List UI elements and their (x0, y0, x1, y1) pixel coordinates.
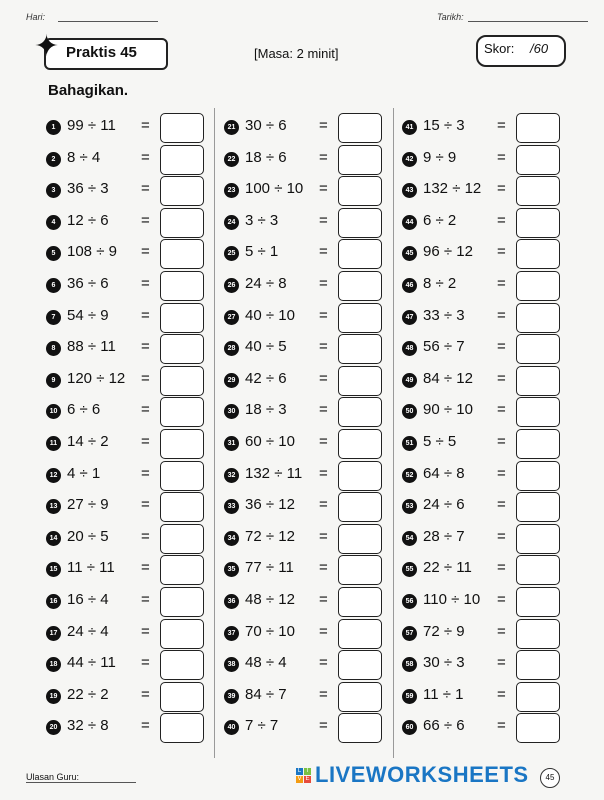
liveworksheets-logo (296, 762, 529, 788)
answer-box[interactable] (516, 619, 560, 649)
question-number: 24 (224, 215, 239, 230)
answer-box[interactable] (160, 176, 204, 206)
equals-sign: = (319, 338, 328, 356)
answer-box[interactable] (516, 492, 560, 522)
answer-box[interactable] (160, 682, 204, 712)
answer-box[interactable] (160, 492, 204, 522)
question-expression: 30 ÷ 6 (245, 117, 287, 134)
equals-sign: = (319, 591, 328, 608)
answer-box[interactable] (338, 619, 382, 649)
answer-box[interactable] (338, 524, 382, 554)
question-number: 36 (224, 594, 239, 609)
tarikh-line (468, 21, 588, 22)
question-number: 22 (224, 152, 239, 167)
question-expression: 9 ÷ 9 (423, 148, 457, 166)
question-number: 41 (402, 120, 417, 135)
question-number: 3 (46, 183, 61, 198)
question-expression: 42 ÷ 6 (245, 369, 287, 387)
answer-box[interactable] (160, 555, 204, 585)
equals-sign: = (319, 180, 328, 198)
question-expression: 72 ÷ 9 (423, 622, 465, 640)
equals-sign: = (319, 306, 328, 324)
question-expression: 66 ÷ 6 (423, 717, 465, 735)
equals-sign: = (497, 338, 506, 356)
equals-sign: = (141, 211, 150, 229)
question-expression: 20 ÷ 5 (67, 527, 109, 545)
equals-sign: = (141, 117, 150, 134)
question-number: 42 (402, 152, 417, 167)
question-number: 50 (402, 404, 417, 419)
equals-sign: = (141, 622, 150, 640)
answer-box[interactable] (160, 239, 204, 269)
answer-box[interactable] (160, 650, 204, 680)
equals-sign: = (319, 148, 328, 166)
question-number: 51 (402, 436, 417, 451)
question-number: 44 (402, 215, 417, 230)
answer-box[interactable] (516, 366, 560, 396)
question-expression: 22 ÷ 11 (423, 559, 472, 577)
question-number: 9 (46, 373, 61, 388)
question-number: 17 (46, 626, 61, 641)
equals-sign: = (497, 369, 506, 387)
answer-box[interactable] (338, 303, 382, 333)
equals-sign: = (141, 369, 150, 387)
question-expression: 6 ÷ 2 (423, 211, 457, 229)
answer-box[interactable] (160, 366, 204, 396)
question-expression: 132 ÷ 12 (423, 180, 482, 198)
answer-box[interactable] (516, 524, 560, 554)
answer-box[interactable] (160, 587, 204, 617)
question-number: 25 (224, 246, 239, 261)
question-number: 19 (46, 689, 61, 704)
question-expression: 3 ÷ 3 (245, 211, 279, 229)
question-expression: 8 ÷ 4 (67, 148, 101, 166)
question-number: 27 (224, 310, 239, 325)
answer-box[interactable] (338, 113, 382, 143)
question-number: 45 (402, 246, 417, 261)
answer-box[interactable] (338, 587, 382, 617)
question-number: 1 (46, 120, 61, 135)
answer-box[interactable] (516, 397, 560, 427)
question-expression: 88 ÷ 11 (67, 338, 116, 356)
question-expression: 8 ÷ 2 (423, 275, 457, 292)
question-expression: 22 ÷ 2 (67, 685, 109, 703)
question-number: 10 (46, 404, 61, 419)
equals-sign: = (141, 559, 150, 577)
equals-sign: = (319, 464, 328, 482)
equals-sign: = (319, 243, 328, 261)
question-number: 38 (224, 657, 239, 672)
question-expression: 64 ÷ 8 (423, 464, 465, 482)
question-number: 7 (46, 310, 61, 325)
column-divider (393, 108, 394, 758)
question-expression: 54 ÷ 9 (67, 306, 109, 324)
equals-sign: = (497, 401, 506, 419)
answer-box[interactable] (338, 176, 382, 206)
question-number: 53 (402, 499, 417, 514)
question-expression: 110 ÷ 10 (423, 591, 481, 608)
question-number: 20 (46, 720, 61, 735)
equals-sign: = (141, 591, 150, 608)
answer-box[interactable] (338, 334, 382, 364)
question-number: 8 (46, 341, 61, 356)
question-number: 60 (402, 720, 417, 735)
answer-box[interactable] (338, 145, 382, 175)
question-expression: 11 ÷ 11 (67, 559, 115, 577)
question-expression: 72 ÷ 12 (245, 527, 295, 545)
answer-box[interactable] (338, 650, 382, 680)
page-number: 45 (540, 768, 560, 788)
answer-box[interactable] (338, 682, 382, 712)
question-expression: 48 ÷ 12 (245, 591, 295, 608)
equals-sign: = (319, 559, 328, 577)
answer-box[interactable] (516, 650, 560, 680)
equals-sign: = (141, 148, 150, 166)
equals-sign: = (497, 591, 506, 608)
score-value: /60 (530, 41, 549, 56)
question-expression: 99 ÷ 11 (67, 117, 116, 134)
ulasan-line (26, 782, 136, 783)
equals-sign: = (141, 496, 150, 514)
answer-box[interactable] (338, 555, 382, 585)
question-expression: 36 ÷ 6 (67, 275, 109, 292)
equals-sign: = (319, 496, 328, 514)
hari-label: Hari: (26, 12, 46, 22)
question-expression: 84 ÷ 12 (423, 369, 473, 387)
equals-sign: = (497, 180, 506, 198)
answer-box[interactable] (160, 713, 204, 743)
equals-sign: = (497, 496, 506, 514)
answer-box[interactable] (160, 429, 204, 459)
equals-sign: = (319, 685, 328, 703)
question-expression: 16 ÷ 4 (67, 591, 109, 608)
answer-box[interactable] (160, 397, 204, 427)
equals-sign: = (141, 717, 150, 735)
question-expression: 5 ÷ 5 (423, 433, 457, 450)
question-expression: 28 ÷ 7 (423, 527, 465, 545)
answer-box[interactable] (516, 113, 560, 143)
equals-sign: = (497, 211, 506, 229)
question-expression: 40 ÷ 10 (245, 306, 295, 324)
question-expression: 36 ÷ 3 (67, 180, 109, 198)
answer-box[interactable] (160, 461, 204, 491)
question-expression: 24 ÷ 4 (67, 622, 109, 640)
equals-sign: = (497, 243, 506, 261)
question-number: 39 (224, 689, 239, 704)
equals-sign: = (141, 464, 150, 482)
equals-sign: = (497, 685, 506, 703)
question-number: 12 (46, 468, 61, 483)
equals-sign: = (141, 180, 150, 198)
question-expression: 48 ÷ 4 (245, 654, 287, 672)
answer-box[interactable] (160, 334, 204, 364)
question-number: 33 (224, 499, 239, 514)
instruction: Bahagikan. (48, 82, 129, 99)
equals-sign: = (319, 717, 328, 735)
question-number: 54 (402, 531, 417, 546)
answer-box[interactable] (516, 271, 560, 301)
answer-box[interactable] (338, 461, 382, 491)
question-expression: 6 ÷ 6 (67, 401, 101, 419)
equals-sign: = (141, 527, 150, 545)
question-expression: 84 ÷ 7 (245, 685, 287, 703)
equals-sign: = (319, 433, 328, 450)
question-number: 28 (224, 341, 239, 356)
question-expression: 60 ÷ 10 (245, 433, 295, 450)
question-number: 37 (224, 626, 239, 641)
question-expression: 24 ÷ 6 (423, 496, 465, 514)
question-number: 55 (402, 562, 417, 577)
equals-sign: = (319, 369, 328, 387)
question-number: 11 (46, 436, 61, 451)
answer-box[interactable] (516, 555, 560, 585)
equals-sign: = (319, 275, 328, 292)
answer-box[interactable] (516, 239, 560, 269)
equals-sign: = (319, 117, 328, 134)
question-number: 35 (224, 562, 239, 577)
answer-box[interactable] (338, 366, 382, 396)
question-expression: 120 ÷ 12 (67, 369, 126, 387)
equals-sign: = (141, 243, 150, 261)
time-limit: [Masa: 2 minit] (254, 46, 339, 61)
question-expression: 14 ÷ 2 (67, 433, 109, 450)
question-number: 26 (224, 278, 239, 293)
question-expression: 27 ÷ 9 (67, 496, 109, 514)
logo-text: LIVEWORKSHEETS (315, 762, 529, 787)
question-number: 52 (402, 468, 417, 483)
question-expression: 132 ÷ 11 (245, 464, 303, 482)
answer-box[interactable] (338, 713, 382, 743)
question-number: 31 (224, 436, 239, 451)
answer-box[interactable] (338, 271, 382, 301)
logo-letter: L (297, 767, 302, 774)
question-expression: 30 ÷ 3 (423, 654, 465, 672)
question-number: 21 (224, 120, 239, 135)
equals-sign: = (319, 622, 328, 640)
question-expression: 18 ÷ 6 (245, 148, 287, 166)
question-expression: 96 ÷ 12 (423, 243, 473, 261)
question-number: 56 (402, 594, 417, 609)
question-number: 14 (46, 531, 61, 546)
question-number: 43 (402, 183, 417, 198)
equals-sign: = (497, 306, 506, 324)
question-number: 29 (224, 373, 239, 388)
equals-sign: = (497, 527, 506, 545)
equals-sign: = (141, 401, 150, 419)
question-expression: 70 ÷ 10 (245, 622, 295, 640)
answer-box[interactable] (338, 492, 382, 522)
equals-sign: = (141, 306, 150, 324)
question-expression: 12 ÷ 6 (67, 211, 109, 229)
equals-sign: = (141, 654, 150, 672)
equals-sign: = (497, 717, 506, 735)
question-number: 49 (402, 373, 417, 388)
answer-box[interactable] (160, 524, 204, 554)
equals-sign: = (141, 433, 150, 450)
question-expression: 7 ÷ 7 (245, 717, 279, 735)
answer-box[interactable] (338, 397, 382, 427)
ulasan-label: Ulasan Guru: (26, 772, 80, 782)
question-number: 13 (46, 499, 61, 514)
question-expression: 40 ÷ 5 (245, 338, 287, 356)
question-number: 57 (402, 626, 417, 641)
equals-sign: = (319, 654, 328, 672)
question-number: 30 (224, 404, 239, 419)
score-label: Skor: (484, 41, 515, 56)
equals-sign: = (497, 622, 506, 640)
answer-box[interactable] (160, 271, 204, 301)
question-expression: 100 ÷ 10 (245, 180, 304, 198)
answer-box[interactable] (516, 208, 560, 238)
question-expression: 18 ÷ 3 (245, 401, 287, 419)
answer-box[interactable] (516, 682, 560, 712)
answer-box[interactable] (160, 145, 204, 175)
answer-box[interactable] (516, 334, 560, 364)
equals-sign: = (497, 117, 506, 134)
question-number: 58 (402, 657, 417, 672)
question-number: 6 (46, 278, 61, 293)
equals-sign: = (497, 654, 506, 672)
question-number: 23 (224, 183, 239, 198)
answer-box[interactable] (516, 713, 560, 743)
answer-box[interactable] (516, 461, 560, 491)
page-title: Praktis 45 (66, 44, 137, 61)
question-expression: 77 ÷ 11 (245, 559, 294, 577)
question-number: 4 (46, 215, 61, 230)
question-expression: 15 ÷ 3 (423, 117, 465, 134)
equals-sign: = (141, 338, 150, 356)
question-expression: 32 ÷ 8 (67, 717, 109, 735)
answer-box[interactable] (338, 239, 382, 269)
question-number: 2 (46, 152, 61, 167)
equals-sign: = (497, 464, 506, 482)
question-number: 47 (402, 310, 417, 325)
tarikh-label: Tarikh: (437, 12, 464, 22)
question-number: 15 (46, 562, 61, 577)
question-expression: 11 ÷ 1 (423, 685, 464, 703)
equals-sign: = (319, 211, 328, 229)
answer-box[interactable] (516, 176, 560, 206)
question-expression: 90 ÷ 10 (423, 401, 473, 419)
question-number: 16 (46, 594, 61, 609)
equals-sign: = (497, 275, 506, 292)
question-number: 18 (46, 657, 61, 672)
logo-letter: I (304, 768, 311, 775)
answer-box[interactable] (160, 303, 204, 333)
question-number: 32 (224, 468, 239, 483)
question-number: 40 (224, 720, 239, 735)
question-expression: 108 ÷ 9 (67, 243, 117, 261)
question-expression: 36 ÷ 12 (245, 496, 295, 514)
question-number: 59 (402, 689, 417, 704)
answer-box[interactable] (338, 429, 382, 459)
question-expression: 44 ÷ 11 (67, 654, 116, 672)
answer-box[interactable] (516, 429, 560, 459)
answer-box[interactable] (516, 145, 560, 175)
answer-box[interactable] (160, 113, 204, 143)
question-number: 48 (402, 341, 417, 356)
equals-sign: = (497, 433, 506, 450)
equals-sign: = (319, 527, 328, 545)
question-expression: 5 ÷ 1 (245, 243, 279, 261)
question-number: 5 (46, 246, 61, 261)
question-expression: 24 ÷ 8 (245, 275, 287, 292)
logo-letter: V (297, 775, 302, 782)
question-expression: 56 ÷ 7 (423, 338, 465, 356)
question-number: 34 (224, 531, 239, 546)
equals-sign: = (319, 401, 328, 419)
question-expression: 4 ÷ 1 (67, 464, 101, 482)
answer-box[interactable] (338, 208, 382, 238)
equals-sign: = (497, 559, 506, 577)
logo-icon (296, 768, 311, 783)
answer-box[interactable] (160, 208, 204, 238)
equals-sign: = (141, 685, 150, 703)
equals-sign: = (497, 148, 506, 166)
answer-box[interactable] (160, 619, 204, 649)
question-expression: 33 ÷ 3 (423, 306, 465, 324)
column-divider (214, 108, 215, 758)
logo-letter: E (305, 775, 310, 782)
hari-line (58, 21, 158, 22)
equals-sign: = (141, 275, 150, 292)
answer-box[interactable] (516, 587, 560, 617)
answer-box[interactable] (516, 303, 560, 333)
question-number: 46 (402, 278, 417, 293)
star-icon: ✦ (34, 30, 60, 63)
